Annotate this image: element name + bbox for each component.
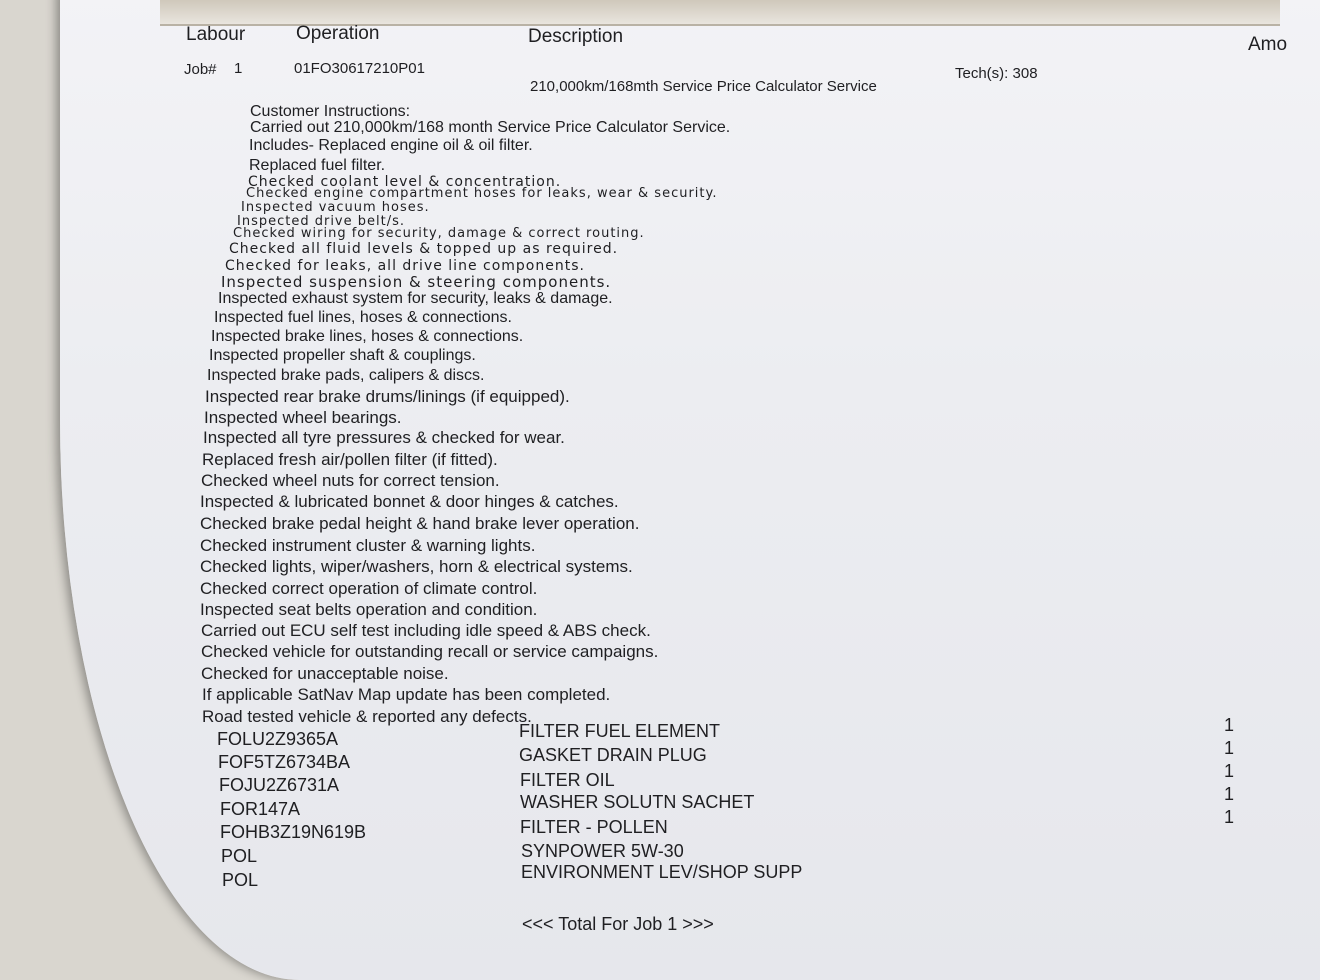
- part-code: FOJU2Z6731A: [219, 775, 340, 795]
- job-total: <<< Total For Job 1 >>>: [522, 914, 714, 934]
- instruction-line: Checked all fluid levels & topped up as required.: [229, 241, 619, 257]
- instruction-line: Replaced fresh air/pollen filter (if fitted).: [202, 450, 498, 469]
- part-description: SYNPOWER 5W-30: [521, 841, 684, 861]
- instruction-line: Checked wiring for security, damage & correct routing.: [233, 226, 645, 241]
- instruction-line: Inspected vacuum hoses.: [241, 200, 430, 215]
- instruction-line: Checked coolant level & concentration.: [248, 174, 562, 190]
- part-code: FOR147A: [220, 799, 301, 819]
- amount-header: Amo: [1248, 34, 1288, 55]
- part-description: FILTER OIL: [520, 770, 615, 790]
- part-description: FILTER FUEL ELEMENT: [519, 721, 721, 741]
- instruction-line: Inspected seat belts operation and condition.: [200, 600, 538, 619]
- part-code: FOHB3Z19N619B: [220, 822, 367, 842]
- instruction-line: Checked wheel nuts for correct tension.: [201, 471, 500, 490]
- instruction-line: Inspected all tyre pressures & checked for wear.: [203, 428, 565, 447]
- instruction-line: Carried out 210,000km/168 month Service Price Calculator Service.: [250, 119, 731, 136]
- operation-code: 01FO30617210P01: [294, 60, 425, 77]
- description-header: Description: [528, 26, 624, 47]
- operation-header: Operation: [296, 23, 380, 44]
- part-description: ENVIRONMENT LEV/SHOP SUPP: [521, 862, 803, 882]
- instruction-line: Checked for leaks, all drive line components.: [225, 258, 585, 274]
- part-quantity: 1: [1224, 738, 1235, 758]
- instruction-line: Checked engine compartment hoses for leaks, wear & security.: [246, 186, 718, 201]
- instruction-line: Inspected brake pads, calipers & discs.: [207, 367, 485, 384]
- part-quantity: 1: [1224, 784, 1235, 804]
- part-quantity: 1: [1224, 761, 1235, 781]
- instruction-line: Inspected brake lines, hoses & connections.: [211, 328, 524, 345]
- instruction-line: Inspected propeller shaft & couplings.: [209, 347, 476, 364]
- part-code: FOF5TZ6734BA: [218, 752, 351, 772]
- tech-number: Tech(s): 308: [955, 65, 1038, 82]
- instruction-line: Inspected exhaust system for security, leaks & damage.: [218, 290, 613, 307]
- instruction-line: Replaced fuel filter.: [249, 157, 386, 174]
- instruction-line: Road tested vehicle & reported any defects.: [202, 707, 532, 726]
- instruction-line: Inspected & lubricated bonnet & door hinges & catches.: [200, 492, 619, 511]
- job-label: Job#: [184, 61, 217, 78]
- instruction-line: Checked brake pedal height & hand brake lever operation.: [200, 514, 640, 533]
- job-number: 1: [234, 60, 243, 77]
- part-description: GASKET DRAIN PLUG: [519, 745, 707, 765]
- instructions-heading: Customer Instructions:: [250, 103, 411, 120]
- instruction-line: Inspected suspension & steering components.: [221, 273, 612, 291]
- instruction-line: Checked lights, wiper/washers, horn & electrical systems.: [200, 557, 633, 576]
- part-quantity: 1: [1224, 715, 1235, 735]
- instruction-line: Checked vehicle for outstanding recall or service campaigns.: [201, 642, 659, 661]
- instruction-line: Inspected rear brake drums/linings (if equipped).: [205, 387, 570, 406]
- instruction-line: Inspected fuel lines, hoses & connections.: [214, 309, 512, 326]
- service-title: 210,000km/168mth Service Price Calculator Service: [530, 78, 877, 95]
- instruction-line: Inspected wheel bearings.: [204, 408, 402, 427]
- instruction-line: Includes- Replaced engine oil & oil filter.: [249, 137, 533, 154]
- instruction-line: Checked correct operation of climate control.: [200, 579, 538, 598]
- instruction-line: Carried out ECU self test including idle speed & ABS check.: [201, 621, 651, 640]
- part-code: POL: [222, 870, 259, 890]
- part-code: POL: [221, 846, 258, 866]
- part-description: FILTER - POLLEN: [520, 817, 668, 837]
- part-code: FOLU2Z9365A: [217, 729, 339, 749]
- instruction-line: If applicable SatNav Map update has been completed.: [202, 685, 611, 704]
- instruction-line: Checked for unacceptable noise.: [201, 664, 449, 683]
- labour-header: Labour: [186, 24, 246, 45]
- part-quantity: 1: [1224, 807, 1235, 827]
- instruction-line: Inspected drive belt/s.: [237, 214, 405, 229]
- part-description: WASHER SOLUTN SACHET: [520, 792, 755, 812]
- instruction-line: Checked instrument cluster & warning lights.: [200, 536, 536, 555]
